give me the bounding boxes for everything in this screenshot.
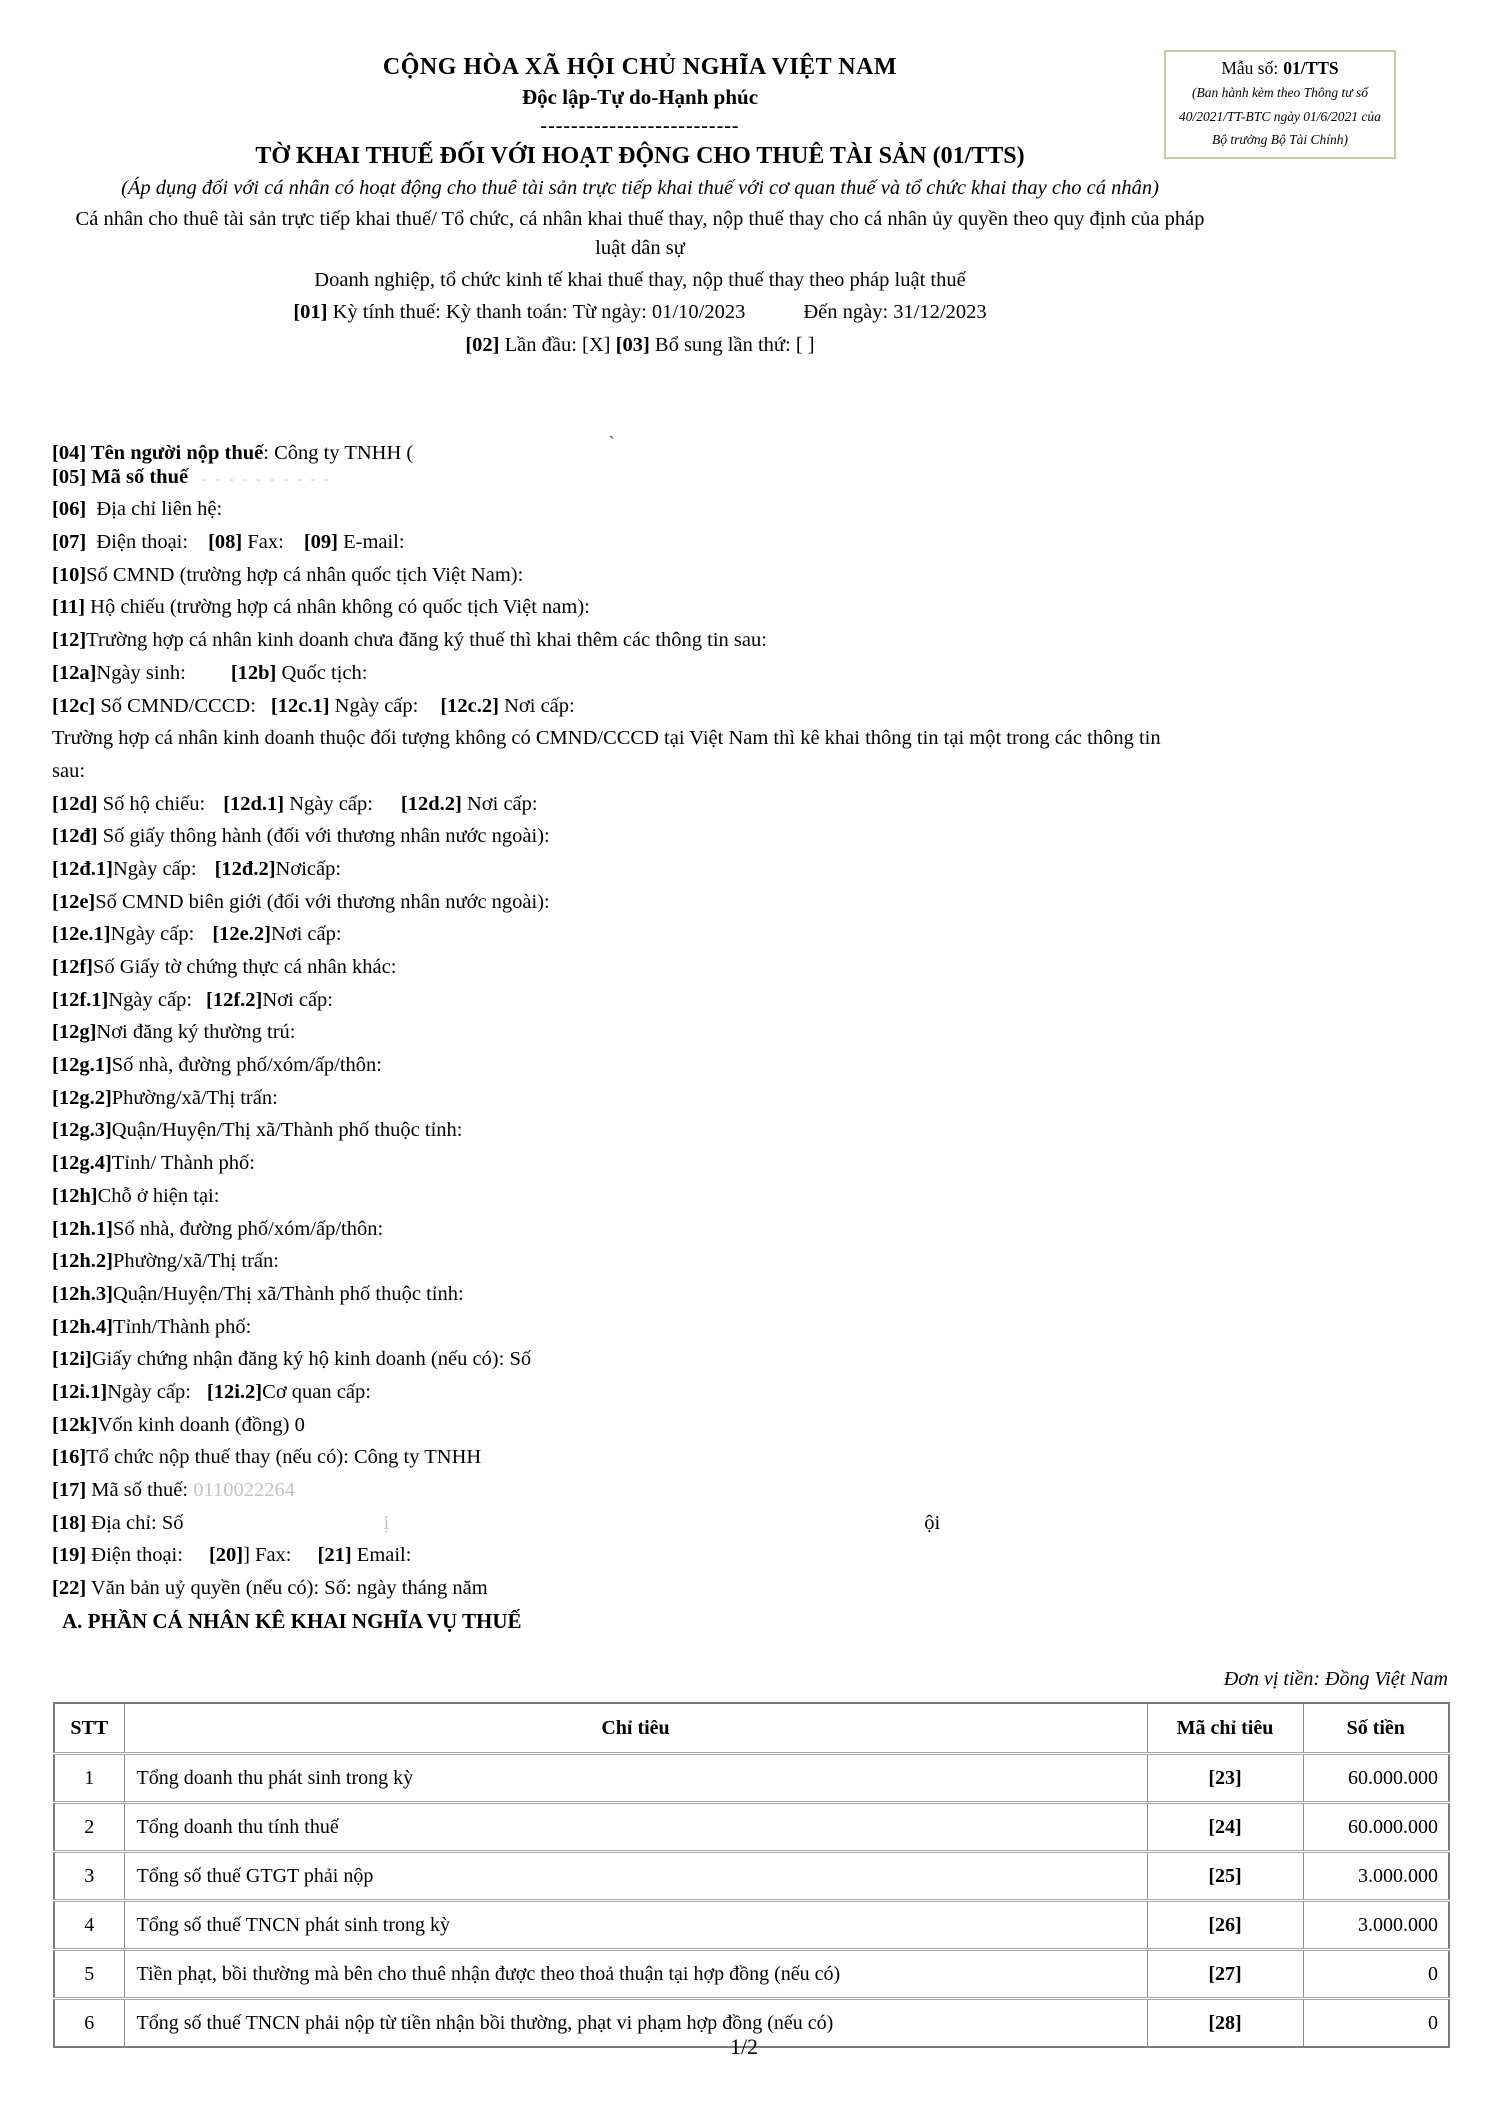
- filer-type-enterprise: Doanh nghiệp, tổ chức kinh tế khai thuế thay, nộp thuế thay theo pháp luật thuế: [314, 269, 966, 291]
- form-line: [12d] Số hộ chiếu: [12d.1] Ngày cấp: [12d.2] Nơi cấp:: [52, 792, 538, 815]
- section-a-heading: A. PHẦN CÁ NHÂN KÊ KHAI NGHĨA VỤ THUẾ: [62, 1608, 522, 1633]
- table-row: [54, 1852, 1449, 1901]
- cell-stt: 3: [54, 1852, 124, 1901]
- form-line: [07] Điện thoại: [08] Fax: [09] E-mail:: [52, 531, 405, 554]
- form-line: [12k]Vốn kinh doanh (đồng) 0: [52, 1413, 305, 1436]
- form-line: [12a]Ngày sinh: [12b] Quốc tịch:: [52, 661, 368, 684]
- column-header-criteria: Chỉ tiêu: [124, 1703, 1147, 1754]
- form-line: [12đ] Số giấy thông hành (đối với thương nhân nước ngoài):: [52, 825, 550, 848]
- form-number-code: 01/TTS: [1283, 58, 1339, 78]
- form-line: [12g.1]Số nhà, đường phố/xóm/ấp/thôn:: [52, 1054, 383, 1077]
- form-line: [12h.1]Số nhà, đường phố/xóm/ấp/thôn:: [52, 1217, 384, 1240]
- form-line: [12đ.1]Ngày cấp: [12đ.2]Nơicấp:: [52, 857, 342, 880]
- cell-stt: 1: [54, 1754, 124, 1803]
- cell-amount: 0: [1303, 1950, 1449, 1999]
- form-number-box: [1164, 50, 1396, 159]
- form-line: [22] Văn bản uỷ quyền (nếu có): Số: ngày tháng năm: [52, 1577, 488, 1600]
- form-line: [12g.3]Quận/Huyện/Thị xã/Thành phố thuộc tỉnh:: [52, 1119, 463, 1142]
- form-line: [12h.2]Phường/xã/Thị trấn:: [52, 1250, 279, 1273]
- form-line: [12g]Nơi đăng ký thường trú:: [52, 1021, 296, 1044]
- column-header-stt: STT: [54, 1703, 124, 1754]
- form-line: [12h]Chỗ ở hiện tại:: [52, 1184, 220, 1207]
- page-number: 1/2: [729, 2034, 759, 2059]
- motto-separator: --------------------------: [540, 115, 740, 137]
- national-title: CỘNG HÒA XÃ HỘI CHỦ NGHĨA VIỆT NAM: [382, 54, 898, 80]
- form-line: [12g.2]Phường/xã/Thị trấn:: [52, 1086, 278, 1109]
- cell-code: [25]: [1147, 1852, 1303, 1901]
- form-line: [17] Mã số thuế: 0110022264: [52, 1479, 295, 1501]
- tax-obligation-table: [53, 1702, 1450, 2048]
- cell-stt: 2: [54, 1803, 124, 1852]
- currency-unit-note: Đơn vị tiền: Đồng Việt Nam: [1223, 1668, 1448, 1690]
- cell-amount: 3.000.000: [1303, 1852, 1449, 1901]
- form-applicability-note: (Áp dụng đối với cá nhân có hoạt động cho thuê tài sản trực tiếp khai thuế với cơ quan thuế và tổ chức khai thay cho cá nhân): [121, 177, 1159, 199]
- form-line: [16]Tổ chức nộp thuế thay (nếu có): Công ty TNHH: [52, 1446, 482, 1469]
- taxpayer-info-lines: [52, 428, 1452, 1605]
- cell-amount: 60.000.000: [1303, 1803, 1449, 1852]
- national-motto: Độc lập-Tự do-Hạnh phúc: [521, 85, 759, 109]
- form-line: Trường hợp cá nhân kinh doanh thuộc đối tượng không có CMND/CCCD tại Việt Nam thì kê khai thông tin tại một trong các thông tin: [52, 727, 1161, 750]
- tax-period-line: [01] Kỳ tính thuế: Kỳ thanh toán: Từ ngày: 01/10/2023 Đến ngày: 31/12/2023: [293, 301, 987, 323]
- cell-code: [26]: [1147, 1901, 1303, 1950]
- cell-stt: 6: [54, 1999, 124, 2048]
- form-title: TỜ KHAI THUẾ ĐỐI VỚI HOẠT ĐỘNG CHO THUÊ TÀI SẢN (01/TTS): [255, 143, 1025, 169]
- cell-criteria: Tổng số thuế TNCN phát sinh trong kỳ: [124, 1901, 1147, 1950]
- cell-criteria: Tổng số thuế GTGT phải nộp: [124, 1852, 1147, 1901]
- form-issuance-note: (Ban hành kèm theo Thông tư số 40/2021/TT-BTC ngày 01/6/2021 của Bộ trưởng Bộ Tài Chính): [1179, 85, 1381, 147]
- form-number-title: [1171, 55, 1389, 81]
- form-line: [12h.4]Tỉnh/Thành phố:: [52, 1315, 252, 1338]
- taxpayer-info-section: [52, 428, 1452, 1638]
- form-line: [12]Trường hợp cá nhân kinh doanh chưa đăng ký thuế thì khai thêm các thông tin sau:: [52, 629, 767, 652]
- table-row: [54, 1901, 1449, 1950]
- document-header: [0, 52, 1280, 362]
- cell-amount: 0: [1303, 1999, 1449, 2048]
- cell-criteria: Tổng doanh thu tính thuế: [124, 1803, 1147, 1852]
- form-line: [06] Địa chỉ liên hệ:: [52, 498, 223, 521]
- cell-code: [23]: [1147, 1754, 1303, 1803]
- form-line: [12e.1]Ngày cấp: [12e.2]Nơi cấp:: [52, 923, 342, 946]
- cell-stt: 5: [54, 1950, 124, 1999]
- form-line: [05] Mã số thuế - - - - - - - - - -: [52, 465, 332, 488]
- form-line: [10]Số CMND (trường hợp cá nhân quốc tịch Việt Nam):: [52, 563, 524, 586]
- form-line: [12h.3]Quận/Huyện/Thị xã/Thành phố thuộc tỉnh:: [52, 1282, 464, 1305]
- form-line: [12i]Giấy chứng nhận đăng ký hộ kinh doanh (nếu có): Số: [52, 1348, 532, 1371]
- form-line: [04] Tên người nộp thuế: Công ty TNHH ( `: [52, 433, 616, 464]
- cell-code: [28]: [1147, 1999, 1303, 2048]
- table-row: [54, 1950, 1449, 1999]
- cell-code: [27]: [1147, 1950, 1303, 1999]
- cell-amount: 3.000.000: [1303, 1901, 1449, 1950]
- table-header-row: [54, 1703, 1449, 1754]
- form-line: [12f]Số Giấy tờ chứng thực cá nhân khác:: [52, 956, 397, 978]
- cell-amount: 60.000.000: [1303, 1754, 1449, 1803]
- form-line: [12e]Số CMND biên giới (đối với thương nhân nước ngoài):: [52, 890, 550, 913]
- form-number-label: Mẫu số:: [1221, 58, 1279, 78]
- filer-type-individual: Cá nhân cho thuê tài sản trực tiếp khai thuế/ Tổ chức, cá nhân khai thuế thay, nộp thuế thay cho cá nhân ủy quyền theo quy định của pháp luật dân sự: [75, 208, 1205, 259]
- table-row: [54, 1754, 1449, 1803]
- form-line: [12g.4]Tỉnh/ Thành phố:: [52, 1152, 255, 1175]
- table-row: [54, 1803, 1449, 1852]
- form-line: [19] Điện thoại: [20]] Fax: [21] Email:: [52, 1544, 412, 1567]
- form-line: sau:: [52, 759, 86, 782]
- cell-code: [24]: [1147, 1803, 1303, 1852]
- cell-criteria: Tổng số thuế TNCN phải nộp từ tiền nhận bồi thường, phạt vi phạm hợp đồng (nếu có): [124, 1999, 1147, 2048]
- form-line: [12i.1]Ngày cấp: [12i.2]Cơ quan cấp:: [52, 1380, 371, 1403]
- cell-criteria: Tổng doanh thu phát sinh trong kỳ: [124, 1754, 1147, 1803]
- column-header-amount: Số tiền: [1303, 1703, 1449, 1754]
- column-header-code: Mã chỉ tiêu: [1147, 1703, 1303, 1754]
- cell-criteria: Tiền phạt, bồi thường mà bên cho thuê nhận được theo thoả thuận tại hợp đồng (nếu có): [124, 1950, 1147, 1999]
- form-line: [18] Địa chỉ: Số ị ội: [52, 1511, 941, 1534]
- cell-stt: 4: [54, 1901, 124, 1950]
- form-line: [11] Hộ chiếu (trường hợp cá nhân không có quốc tịch Việt nam):: [52, 596, 590, 619]
- form-line: [12c] Số CMND/CCCD: [12c.1] Ngày cấp: [12c.2] Nơi cấp:: [52, 694, 575, 717]
- form-line: [12f.1]Ngày cấp: [12f.2]Nơi cấp:: [52, 988, 333, 1011]
- filing-type-line: [02] Lần đầu: [X] [03] Bổ sung lần thứ: [ ]: [465, 334, 815, 356]
